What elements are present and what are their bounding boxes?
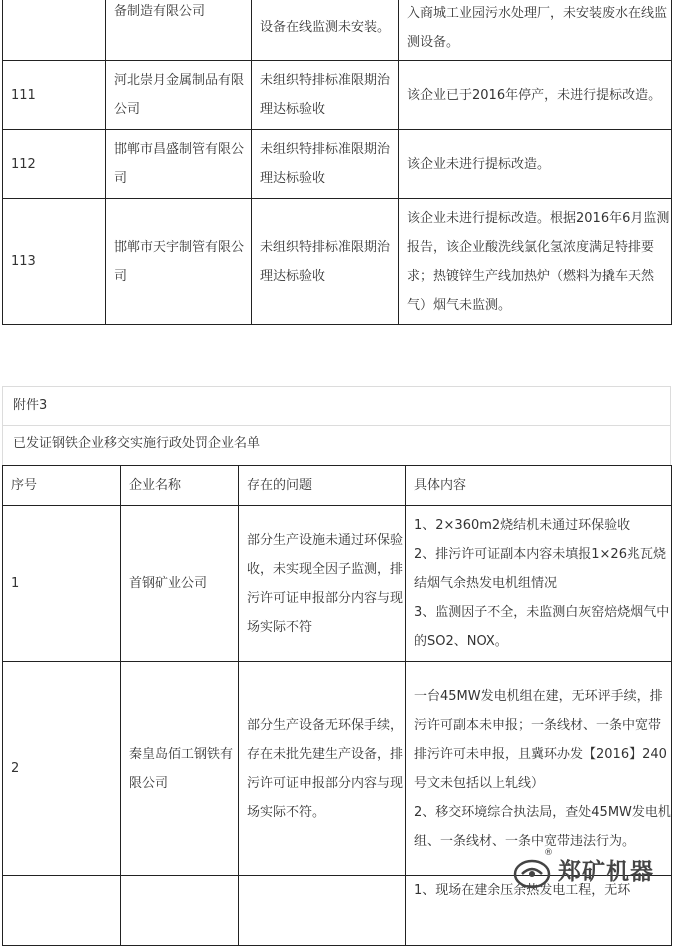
detail-line: 1、现场在建余压余热发电工程，无环 [414, 883, 631, 898]
cell-no: 1 [3, 506, 121, 662]
header-name: 企业名称 [121, 466, 239, 506]
cell-issue: 未组织特排标准限期治理达标验收 [252, 130, 399, 199]
table-row [3, 130, 672, 199]
table-header-row [3, 466, 672, 506]
cell-name [121, 876, 239, 946]
cell-issue: 部分生产设施未通过环保验收，未实现全因子监测，排污许可证申报部分内容与现场实际不符 [239, 506, 406, 662]
cell-name: 河北崇月金属制品有限公司 [106, 61, 252, 130]
cell-name: 邯郸市天宇制管有限公司 [106, 199, 252, 325]
cell-name: 首钢矿业公司 [121, 506, 239, 662]
table-row [3, 199, 672, 325]
cell-detail: 该企业未进行提标改造。 [399, 130, 672, 199]
detail-line: 1、2×360m2烧结机未通过环保验收 [414, 518, 631, 533]
cell-issue [239, 876, 406, 946]
detail-line: 2、排污许可证副本内容未填报1×26兆瓦烧结烟气余热发电机组情况 [414, 547, 666, 591]
header-detail: 具体内容 [406, 466, 672, 506]
table-row [3, 506, 672, 662]
cell-issue: 未组织特排标准限期治理达标验收 [252, 199, 399, 325]
detail-line: 3、监测因子不全，未监测白灰窑焙烧烟气中的SO2、NOX。 [414, 605, 670, 649]
cell-detail: 入商城工业园污水处理厂，未安装废水在线监测设备。 [399, 0, 672, 61]
watermark-logo [510, 848, 670, 892]
detail-line: 一台45MW发电机组在建，无环评手续，排污许可副本未申报；一条线材、一条中宽带排污许可未申报，且冀环办发【2016】240号文未包括以上轧线） [414, 688, 667, 791]
table-row [3, 662, 672, 876]
cell-issue: 部分生产设备无环保手续，存在未批先建生产设备，排污许可证申报部分内容与现场实际不符。 [239, 662, 406, 876]
header-no: 序号 [3, 466, 121, 506]
appendix-title [2, 425, 671, 466]
cell-detail: 该企业未进行提标改造。根据2016年6月监测报告，该企业酸洗线氯化氢浓度满足特排要求；热镀锌生产线加热炉（燃料为撬车天然气）烟气未监测。 [399, 199, 672, 325]
registered-mark: ® [544, 848, 553, 858]
cell-name: 秦皇岛佰工钢铁有限公司 [121, 662, 239, 876]
cell-no: 113 [3, 199, 106, 325]
cell-no: 111 [3, 61, 106, 130]
appendix-label [2, 386, 671, 426]
cell-issue: 未组织特排标准限期治理达标验收 [252, 61, 399, 130]
cell-detail: 该企业已于2016年停产，未进行提标改造。 [399, 61, 672, 130]
cell-detail [406, 662, 672, 876]
detail-line: 2、移交环境综合执法局，查处45MW发电机组、一条线材、一条中宽带违法行为。 [414, 804, 671, 849]
cell-no [3, 876, 121, 946]
watermark-text: 郑矿机器 [558, 859, 654, 885]
cell-detail [406, 506, 672, 662]
table-row [3, 0, 672, 61]
header-issue: 存在的问题 [239, 466, 406, 506]
appendix-title-text: 已发证钢铁企业移交实施行政处罚企业名单 [13, 436, 261, 451]
cell-no: 2 [3, 662, 121, 876]
cell-issue: 设备在线监测未安装。 [252, 0, 399, 61]
appendix-label-text: 附件3 [13, 398, 48, 413]
cell-no: 112 [3, 130, 106, 199]
enterprise-table-continued [2, 0, 672, 325]
gear-logo-icon [510, 852, 554, 892]
table-row [3, 61, 672, 130]
cell-name: 备制造有限公司 [106, 0, 252, 61]
cell-name: 邯郸市昌盛制管有限公司 [106, 130, 252, 199]
cell-no [3, 0, 106, 61]
